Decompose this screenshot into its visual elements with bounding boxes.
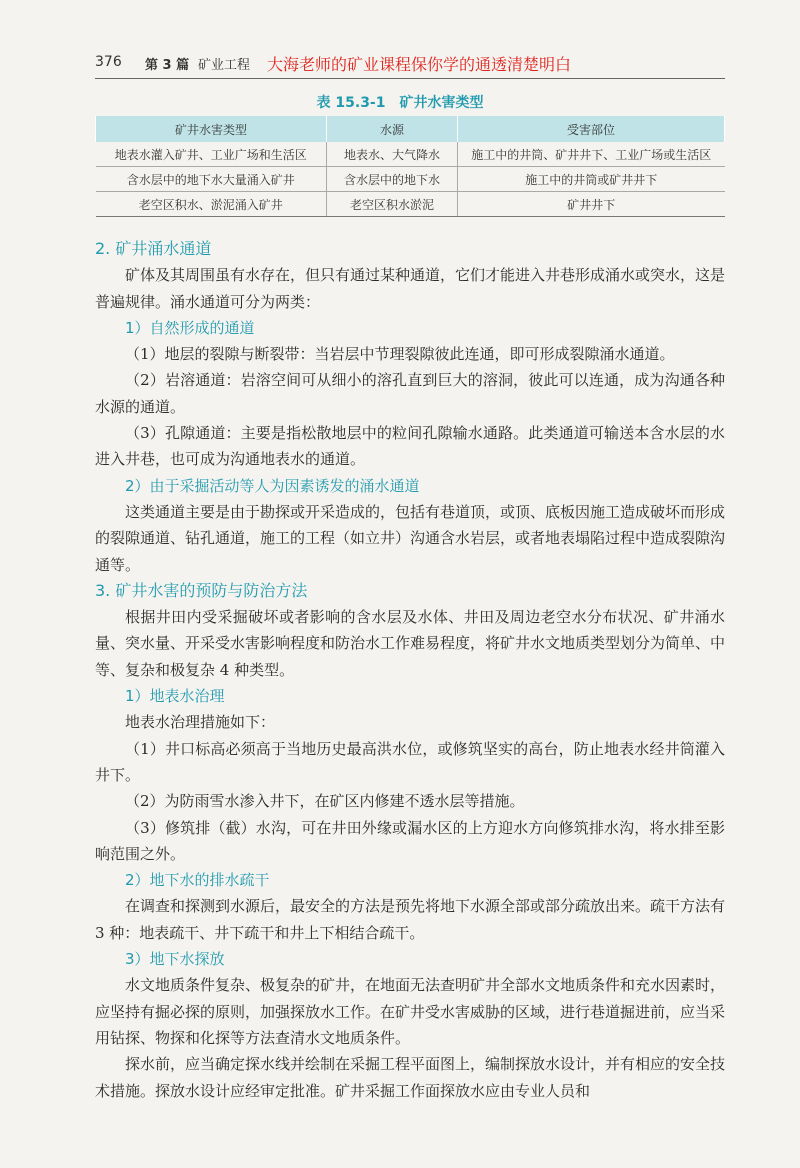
- section-label: 矿业工程: [198, 58, 251, 73]
- subsection-heading: 2）由于采掘活动等人为因素诱发的涌水通道: [125, 476, 420, 495]
- paragraph: 这类通道主要是由于勘探或开采造成的，包括有巷道顶，或顶、底板因施工造成破坏而形成的裂隙通道、钻孔通道，施工的工程（如立井）沟通含水岩层，或者地表塌陷过程中造成裂隙沟通等。: [95, 502, 726, 574]
- table-row: [96, 192, 725, 217]
- paragraph: （3）修筑排（截）水沟，可在井田外缘或漏水区的上方迎水方向修筑排水沟，将水排至影响范围之外。: [95, 818, 725, 863]
- page-number: 376: [95, 54, 122, 70]
- table-header-row: [96, 116, 725, 142]
- table-cell: 含水层中的地下水大量涌入矿井: [96, 167, 327, 192]
- table-cell: 老空区积水淤泥: [327, 192, 458, 217]
- paragraph: （1）井口标高必须高于当地历史最高洪水位，或修筑坚实的高台，防止地表水经井筒灌入井下。: [95, 739, 725, 784]
- paragraph: 探水前，应当确定探水线并绘制在采掘工程平面图上，编制探放水设计，并有相应的安全技术措施。探放水设计应经审定批准。矿井采掘工作面探放水应由专业人员和: [95, 1055, 726, 1100]
- watermark-text: 大海老师的矿业课程保你学的通透清楚明白: [267, 55, 572, 74]
- paragraph: （2）为防雨雪水渗入井下，在矿区内修建不透水层等措施。: [125, 792, 525, 811]
- table-row: [96, 142, 725, 167]
- water-hazard-table: [95, 116, 725, 217]
- column-header: 受害部位: [458, 116, 725, 142]
- table-cell: 含水层中的地下水: [327, 167, 458, 192]
- paragraph: 水文地质条件复杂、极复杂的矿井，在地面无法查明矿井全部水文地质条件和充水因素时，应坚持有掘必探的原则，加强探放水工作。在矿井受水害威胁的区域，进行巷道掘进前，应当采用钻探、物探和化探等方法查清水文地质条件。: [95, 976, 726, 1047]
- subsection-heading: 1）自然形成的通道: [125, 318, 255, 337]
- part-label: 第 3 篇: [145, 58, 190, 73]
- paragraph: 在调查和探测到水源后，最安全的方法是预先将地下水源全部或部分疏放出来。疏干方法有 3 种：地表疏干、井下疏干和井上下相结合疏干。: [95, 897, 726, 942]
- body-text: [95, 236, 725, 1104]
- paragraph: 地表水治理措施如下：: [125, 713, 276, 732]
- paragraph: 矿体及其周围虽有水存在，但只有通过某种通道，它们才能进入井巷形成涌水或突水，这是普遍规律。涌水通道可分为两类：: [95, 266, 726, 311]
- table-cell: 地表水灌入矿井、工业广场和生活区: [96, 142, 327, 167]
- subsection-heading: 1）地表水治理: [125, 687, 225, 706]
- table-cell: 施工中的井筒、矿井井下、工业广场或生活区: [458, 142, 725, 167]
- paragraph: （2）岩溶通道：岩溶空间可从细小的溶孔直到巨大的溶洞，彼此可以连通，成为沟通各种水源的通道。: [95, 371, 725, 416]
- table-cell: 老空区积水、淤泥涌入矿井: [96, 192, 327, 217]
- column-header: 水源: [327, 116, 458, 142]
- header-rule: [95, 78, 725, 79]
- table-cell: 施工中的井筒或矿井井下: [458, 167, 725, 192]
- page-header: [95, 52, 725, 78]
- section-heading: 2. 矿井涌水通道: [95, 239, 212, 258]
- column-header: 矿井水害类型: [96, 116, 327, 142]
- paragraph: （1）地层的裂隙与断裂带：当岩层中节理裂隙彼此连通，即可形成裂隙涌水通道。: [125, 345, 675, 364]
- table-row: [96, 167, 725, 192]
- subsection-heading: 2）地下水的排水疏干: [125, 871, 270, 890]
- section-heading: 3. 矿井水害的预防与防治方法: [95, 580, 308, 600]
- paragraph: 根据井田内受采掘破坏或者影响的含水层及水体、井田及周边老空水分布状况、矿井涌水量、突水量、开采受水害影响程度和防治水工作难易程度，将矿井水文地质类型划分为简单、中等、复杂和极复杂 4 种类型。: [95, 608, 726, 679]
- subsection-heading: 3）地下水探放: [125, 950, 225, 969]
- table-cell: 地表水、大气降水: [327, 142, 458, 167]
- table-caption: 表 15.3-1 矿井水害类型: [316, 95, 484, 111]
- paragraph: （3）孔隙通道：主要是指松散地层中的粒间孔隙输水通路。此类通道可输送本含水层的水进入井巷，也可成为沟通地表水的通道。: [95, 424, 725, 469]
- table-cell: 矿井井下: [458, 192, 725, 217]
